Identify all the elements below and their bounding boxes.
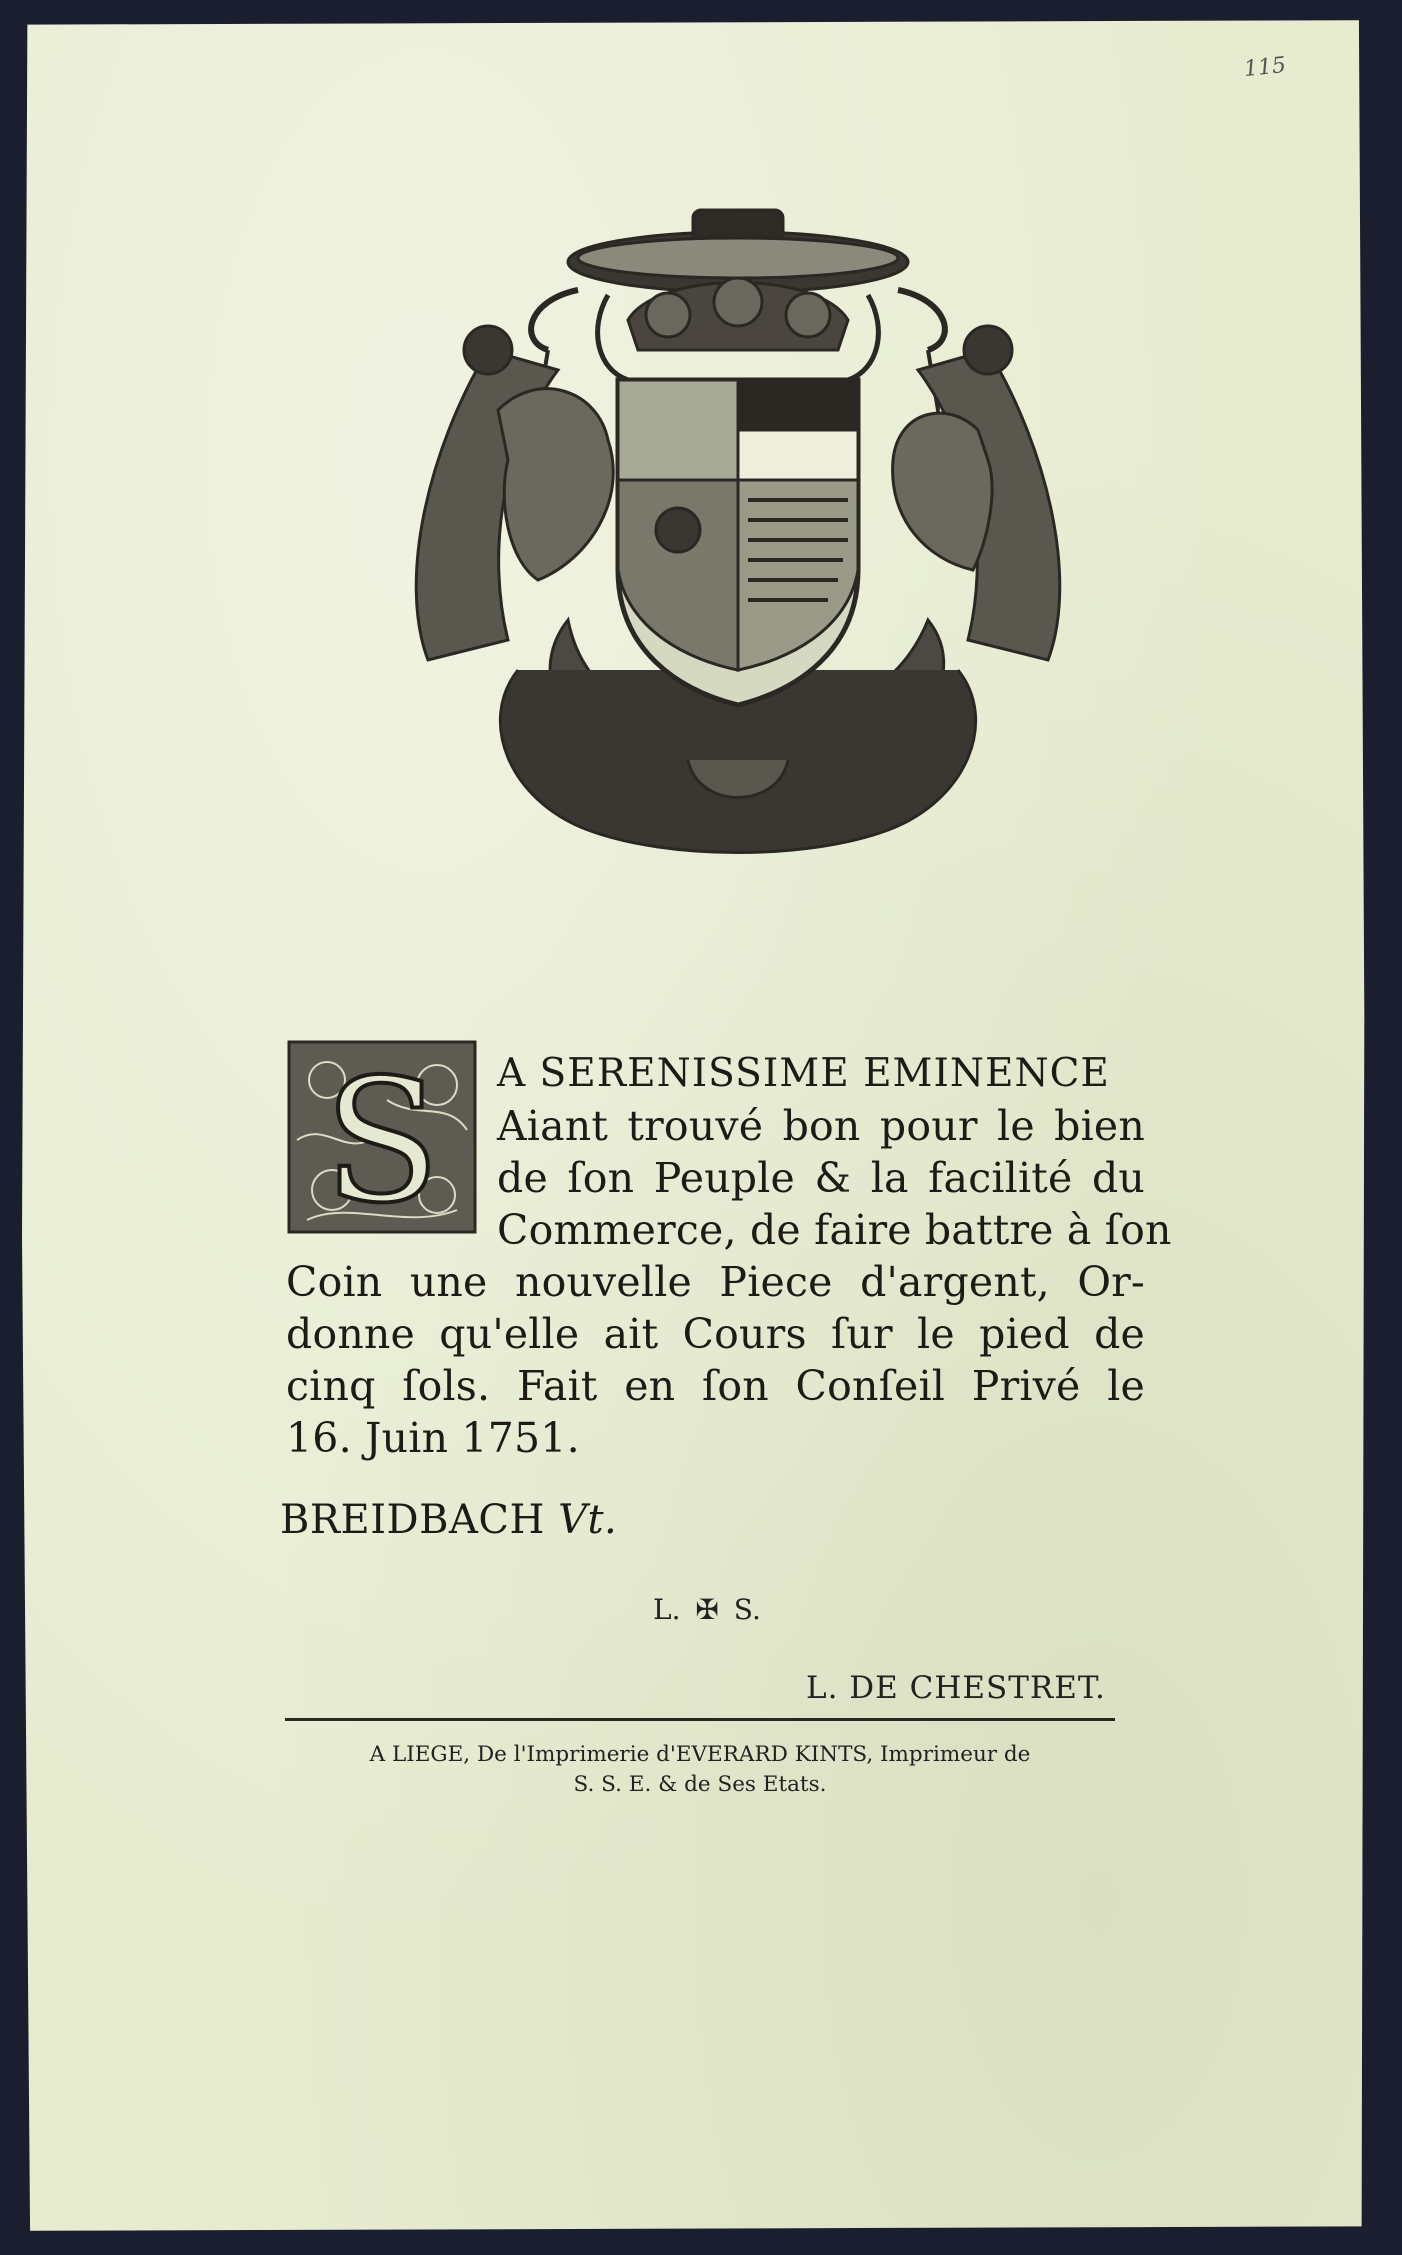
decree-title: A SERENISSIME EMINENCE [497, 1051, 1110, 1096]
decree-line-5: donne qu'elle ait Cours ſur le pied de [286, 1310, 1145, 1358]
signature-name: BREIDBACH [280, 1497, 545, 1543]
printer-imprint [285, 1740, 1115, 1800]
decree-line-2: de ſon Peuple & la facilité du [497, 1154, 1145, 1202]
decree-line-6: cinq ſols. Fait en ſon Conſeil Privé le [286, 1362, 1145, 1410]
imprint-line-1: A LIEGE, De l'Imprimerie d'EVERARD KINTS, Imprimeur de [369, 1742, 1031, 1767]
decree-line-4: Coin une nouvelle Piece d'argent, Or- [286, 1258, 1145, 1306]
decree-line-7: 16. Juin 1751. [286, 1414, 580, 1462]
initial-letter: S [323, 1043, 441, 1234]
imprint-line-2: S. S. E. & de Ses Etats. [573, 1772, 827, 1797]
decree-line-3: Commerce, de faire battre à ſon [497, 1206, 1172, 1254]
decorated-initial-ornament [287, 1040, 477, 1234]
seal-mark [653, 1593, 761, 1626]
signature [280, 1497, 617, 1543]
folio-number: 115 [1242, 52, 1288, 83]
cross-icon: ✠ [695, 1593, 719, 1626]
divider-rule [285, 1718, 1115, 1721]
seal-right: S. [733, 1593, 761, 1626]
seal-left: L. [653, 1593, 681, 1626]
signature-suffix: Vt. [558, 1497, 618, 1543]
decree-line-1: Aiant trouvé bon pour le bien [497, 1102, 1145, 1150]
secretary-signature: L. DE CHESTRET. [806, 1670, 1106, 1706]
coat-of-arms-image [388, 200, 1088, 920]
